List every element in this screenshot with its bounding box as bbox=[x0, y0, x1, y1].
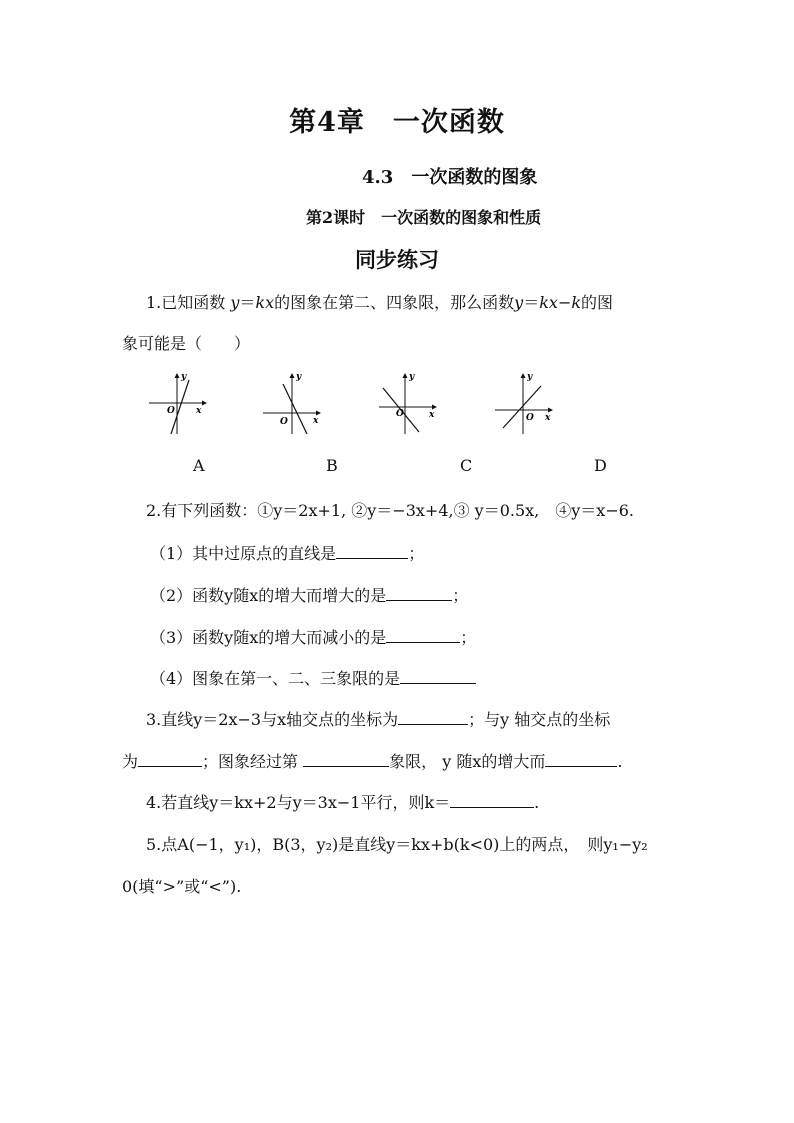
q1-eq: ＝ bbox=[239, 293, 256, 312]
answer-blank[interactable] bbox=[400, 666, 476, 684]
q2-item-text: （1）其中过原点的直线是 bbox=[150, 544, 337, 563]
answer-blank[interactable] bbox=[303, 749, 389, 767]
answer-blank[interactable] bbox=[336, 541, 408, 559]
q2-stem: 2.有下列函数：①y＝2x+1, ②y＝−3x+4,③ y＝0.5x, ④y＝x−6. bbox=[146, 501, 635, 520]
practice-heading: 同步练习 bbox=[355, 247, 439, 272]
origin-label: O bbox=[526, 413, 534, 423]
q1-number: 1. bbox=[146, 293, 162, 312]
q4-text-2: . bbox=[534, 793, 540, 812]
q1-func2-y: y bbox=[514, 293, 524, 312]
q2-item-text: （4）图象在第一、二、三象限的是 bbox=[150, 669, 401, 688]
q2-item-2 bbox=[150, 583, 468, 606]
answer-blank[interactable] bbox=[398, 707, 468, 725]
axis-label-x: x bbox=[196, 406, 202, 416]
axis-label-x: x bbox=[429, 410, 435, 420]
q3-text-1: 3.直线y＝2x−3与x轴交点的坐标为 bbox=[146, 710, 399, 729]
axis-label-y: y bbox=[181, 372, 187, 382]
q1-eq2: ＝ bbox=[523, 293, 540, 312]
q5-line1: 5.点A(−1，y₁)，B(3，y₂)是直线y＝kx+b(k<0)上的两点， 则y₁−y₂ bbox=[146, 835, 648, 854]
q1-text-1: 已知函数 bbox=[161, 293, 231, 312]
chapter-title: 第4章 一次函数 bbox=[289, 107, 505, 138]
q4-line bbox=[146, 790, 539, 813]
graph-option-d bbox=[493, 370, 563, 438]
q2-item-text: （3）函数y随x的增大而减小的是 bbox=[150, 628, 387, 647]
q1-text-6: 的图 bbox=[581, 293, 614, 312]
answer-blank[interactable] bbox=[138, 749, 202, 767]
origin-label: O bbox=[396, 409, 404, 419]
origin-label: O bbox=[167, 406, 175, 416]
q3-text-4: ；图象经过第 bbox=[202, 752, 304, 771]
axis-label-x: x bbox=[313, 416, 319, 426]
q1-line1 bbox=[146, 290, 613, 313]
q2-item-4 bbox=[150, 666, 476, 689]
q2-item-3 bbox=[150, 625, 476, 648]
axis-label-x: x bbox=[545, 413, 551, 423]
answer-blank[interactable] bbox=[450, 790, 534, 808]
q1-func2-k: k bbox=[571, 293, 582, 312]
q3-line1 bbox=[146, 707, 610, 730]
option-label-a: A bbox=[193, 456, 205, 475]
axis-label-y: y bbox=[409, 372, 415, 382]
q3-text-6: . bbox=[617, 752, 623, 771]
q3-text-2: ；与y 轴交点的坐标 bbox=[468, 710, 611, 729]
q2-item-end: ； bbox=[460, 628, 477, 647]
q1-func2-kx: kx bbox=[539, 293, 558, 312]
q2-item-end: ； bbox=[452, 586, 469, 605]
q2-item-text: （2）函数y随x的增大而增大的是 bbox=[150, 586, 387, 605]
answer-blank[interactable] bbox=[386, 583, 452, 601]
answer-blank[interactable] bbox=[386, 625, 460, 643]
q3-text-5: 象限， y 随x的增大而 bbox=[389, 752, 546, 771]
option-label-c: C bbox=[460, 456, 473, 475]
q3-line2 bbox=[122, 749, 622, 772]
answer-blank[interactable] bbox=[545, 749, 617, 767]
graph-option-a bbox=[147, 370, 217, 438]
q5-line2: 0(填“>”或“<”). bbox=[122, 877, 242, 896]
q2-item-end: ； bbox=[408, 544, 425, 563]
axis-label-y: y bbox=[296, 372, 302, 382]
option-label-b: B bbox=[326, 456, 338, 475]
q1-func-kx: kx bbox=[255, 293, 275, 312]
q1-line2: 象可能是（ ） bbox=[122, 334, 251, 353]
graph-option-b bbox=[261, 370, 331, 438]
axis-label-y: y bbox=[527, 372, 533, 382]
lesson-title: 第2课时 一次函数的图象和性质 bbox=[306, 208, 542, 227]
origin-label: O bbox=[280, 417, 288, 427]
q1-text-3: 的图象在第二、四象限，那么函数 bbox=[274, 293, 515, 312]
section-title: 4.3 一次函数的图象 bbox=[362, 167, 538, 188]
q3-text-3: 为 bbox=[122, 752, 139, 771]
q4-text-1: 4.若直线y＝kx+2与y＝3x−1平行，则k＝ bbox=[146, 793, 451, 812]
q1-minus: − bbox=[557, 293, 572, 312]
option-label-d: D bbox=[594, 456, 607, 475]
graph-option-c bbox=[377, 370, 447, 438]
q1-func-y: y bbox=[230, 293, 240, 312]
q2-item-1 bbox=[150, 541, 424, 564]
